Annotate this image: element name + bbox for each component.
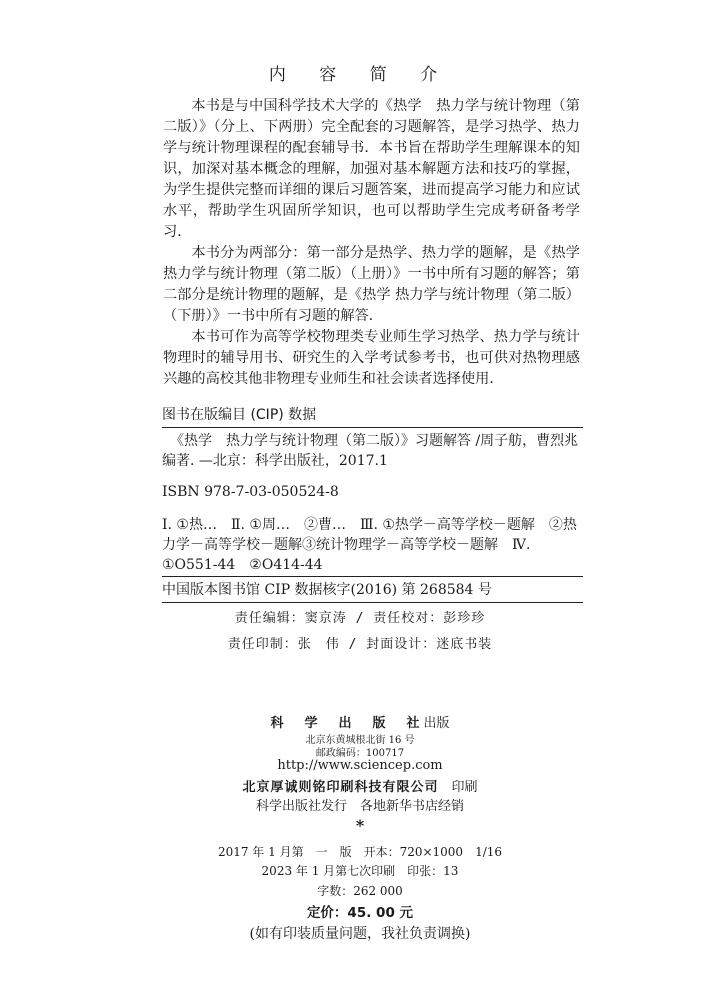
staff-line-editors: 责任编辑：窦京涛 / 责任校对：彭珍珍	[234, 611, 486, 626]
cip-mid-rule	[162, 576, 583, 577]
price: 定价：45. 00 元	[306, 905, 414, 921]
printing-line: 2023 年 1 月第七次印刷 印张：13	[261, 864, 459, 878]
edition-line: 2017 年 1 月第 一 版 开本：720×1000 1/16	[217, 845, 503, 859]
cip-heading: 图书在版编目 (CIP) 数据	[162, 407, 317, 423]
cip-record-text: 《热学 热力学与统计物理（第二版）》习题解答 /周子舫，曹烈兆编著. —北京：科学出版社，2017.1	[162, 433, 579, 469]
summary-paragraph: 本书是与中国科学技术大学的《热学 热力学与统计物理（第二版）》（分上、下两册）完全配套的习题解答，是学习热学、热力学与统计物理课程的配套辅导书．本书旨在帮助学生理解课本的知识，加深对基本概念的理解，加强对基本解题方法和技巧的掌握，为学生提供完整而详细的课后习题答案，进而提高学习能力和应试水平，帮助学生巩固所学知识，也可以帮助学生完成考研备考学习．	[163, 98, 580, 240]
publisher-address: 北京东黄城根北街 16 号	[305, 735, 415, 746]
cip-top-rule	[162, 427, 583, 428]
publisher-name: 科 学 出 版 社	[270, 716, 424, 731]
summary-paragraph: 本书可作为高等学校物理类专业师生学习热学、热力学与统计物理时的辅导用书、研究生的入学考试参考书，也可供对热物理感兴趣的高校其他非物理专业师生和社会读者选择使用．	[163, 329, 580, 387]
cip-classification: Ⅰ. ①热… Ⅱ. ①周… ②曹… Ⅲ. ①热学－高等学校－题解 ②热力学－高等学校－题解③统计物理学－高等学校－题解 Ⅳ. ①O551-44 ②O414-44	[162, 517, 577, 573]
separator-star: *	[355, 816, 365, 835]
cip-bottom-rule	[162, 602, 583, 603]
summary-body	[163, 96, 595, 390]
publisher-postcode: 邮政编码：100717	[315, 748, 405, 759]
cip-record	[162, 431, 583, 471]
cip-isbn-block	[162, 482, 583, 502]
summary-paragraph: 本书分为两部分：第一部分是热学、热力学的题解，是《热学 热力学与统计物理（第二版）（上册）》一书中所有习题的解答；第二部分是统计物理的题解，是《热学 热力学与统计物理（第二版）（下册）》一书中所有习题的解答．	[163, 245, 595, 324]
publisher-suffix: 出版	[423, 716, 450, 731]
printer-name: 北京厚诚则铭印刷科技有限公司	[242, 780, 439, 795]
staff-line-production: 责任印制：张 伟 / 封面设计：迷底书装	[227, 637, 493, 652]
cip-isbn: ISBN 978-7-03-050524-8	[162, 484, 339, 500]
cip-library-record: 中国版本图书馆 CIP 数据核字(2016) 第 268584 号	[162, 582, 492, 598]
summary-title: 内 容 简 介	[268, 65, 452, 85]
cip-classification-block	[162, 515, 583, 575]
cip-library-block	[162, 580, 583, 600]
word-count: 字数：262 000	[317, 884, 403, 898]
distribution-line: 科学出版社发行 各地新华书店经销	[255, 799, 464, 814]
quality-note: (如有印装质量问题，我社负责调换)	[249, 926, 471, 942]
publisher-url: http://www.sciencep.com	[277, 758, 443, 773]
printer-suffix: 印刷	[451, 780, 478, 795]
printer-line	[0, 776, 720, 795]
publisher-line	[0, 712, 720, 731]
